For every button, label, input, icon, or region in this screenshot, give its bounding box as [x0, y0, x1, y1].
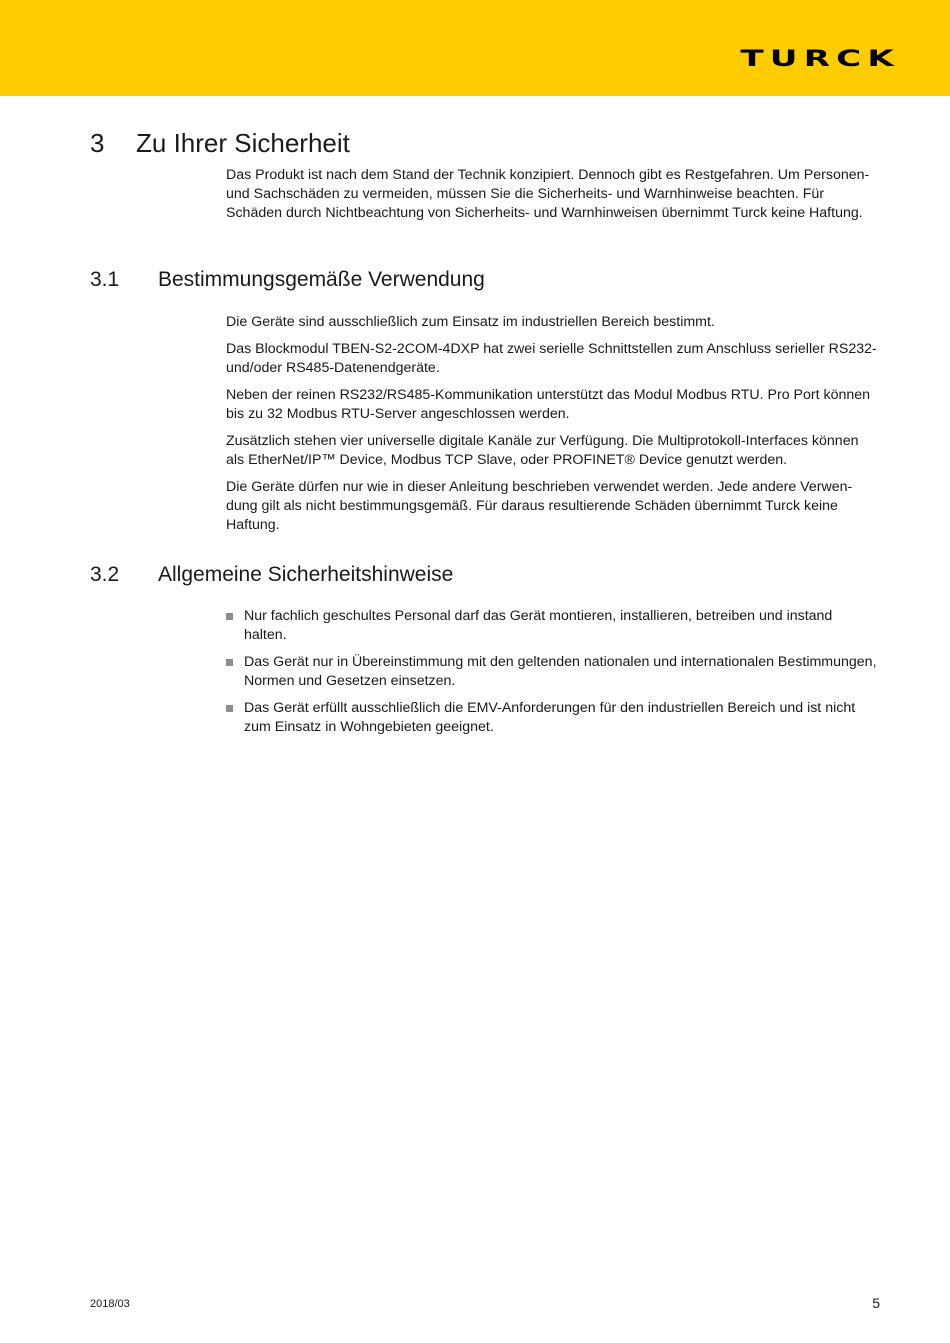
- section-title: Bestimmungsgemäße Verwendung: [158, 268, 485, 291]
- section-3-heading: [90, 128, 350, 159]
- list-item-text: Nur fachlich geschultes Personal darf das Gerät montieren, installieren, betreiben und instand halten.: [244, 608, 833, 643]
- footer-date: 2018/03: [90, 1298, 130, 1310]
- turck-logo: TURCK: [740, 47, 900, 72]
- paragraph: Das Blockmodul TBEN-S2-2COM-4DXP hat zwei serielle Schnittstellen zum Anschluss serieller RS232- und/oder RS485-Datenendgeräte.: [226, 341, 877, 376]
- section-number: 3.1: [90, 268, 120, 291]
- section-3-1-body: [226, 313, 878, 543]
- section-title: Zu Ihrer Sicherheit: [136, 128, 350, 158]
- square-bullet-icon: [226, 659, 233, 666]
- paragraph: Die Geräte sind ausschließlich zum Einsatz im industriellen Bereich bestimmt.: [226, 314, 715, 330]
- square-bullet-icon: [226, 705, 233, 712]
- list-item: [226, 699, 878, 737]
- section-3-2-heading: [90, 563, 453, 587]
- list-item-text: Das Gerät nur in Übereinstimmung mit den geltenden nationalen und internationalen Bestimmungen, Normen und Gesetzen einsetzen.: [244, 654, 877, 689]
- paragraph: Die Geräte dürfen nur wie in dieser Anleitung beschrieben verwendet werden. Jede andere Verwendung gilt als nicht bestimmungsgemäß. Für daraus resultierende Schäden übernimmt Turck keine Haftung.: [226, 479, 853, 533]
- page-number: 5: [872, 1295, 880, 1311]
- square-bullet-icon: [226, 613, 233, 620]
- header-band: [0, 0, 950, 96]
- section-3-1-heading: [90, 268, 485, 292]
- safety-bullet-list: [226, 607, 878, 745]
- section-number: 3: [90, 128, 105, 158]
- list-item-text: Das Gerät erfüllt ausschließlich die EMV-Anforderungen für den industriellen Bereich und ist nicht zum Einsatz in Wohngebieten geeignet.: [244, 700, 856, 735]
- paragraph: Neben der reinen RS232/RS485-Kommunikation unterstützt das Modul Modbus RTU. Pro Port können bis zu 32 Modbus RTU-Server angeschlossen werden.: [226, 387, 871, 422]
- section-3-intro: Das Produkt ist nach dem Stand der Technik konzipiert. Dennoch gibt es Restgefahren. Um Personen- und Sachschäden zu vermeiden, müssen Sie die Sicherheits- und Warnhinweise beachten. Für Schäden durch Nichtbeachtung von Sicherheits- und Warnhinweisen übernimmt Turck keine Haftung.: [226, 167, 870, 221]
- list-item: [226, 653, 878, 691]
- section-title: Allgemeine Sicherheitshinweise: [158, 563, 454, 586]
- list-item: [226, 607, 878, 645]
- section-number: 3.2: [90, 563, 120, 586]
- paragraph: Zusätzlich stehen vier universelle digitale Kanäle zur Verfügung. Die Multiprotokoll-Interfaces können als EtherNet/IP™ Device, Modbus TCP Slave, oder PROFINET® Device genutzt werden.: [226, 433, 859, 468]
